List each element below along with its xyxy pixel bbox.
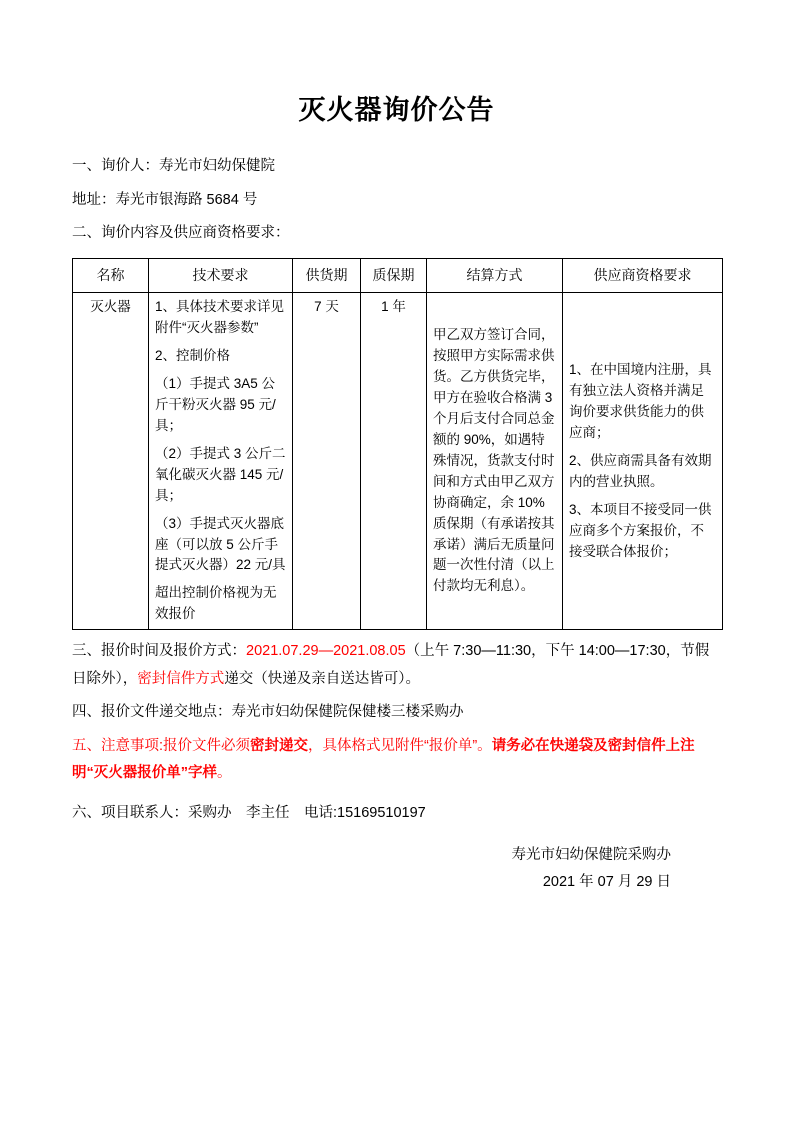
tech-item-4: （2）手提式 3 公斤二氧化碳灭火器 145 元/具； xyxy=(155,445,286,503)
address-line: 地址：寿光市银海路 5684 号 xyxy=(72,191,258,208)
clause-3-prefix: 三、报价时间及报价方式： xyxy=(72,643,246,660)
col-header-supply-period: 供货期 xyxy=(293,258,361,293)
clause-5-sealed: 密封递交 xyxy=(250,737,309,754)
clause-5-tail: 。 xyxy=(217,765,232,782)
cell-warranty: 1 年 xyxy=(361,293,427,630)
cell-qualification xyxy=(563,293,723,630)
col-header-name: 名称 xyxy=(73,258,149,293)
clause-3-sealed: 密封信件方式 xyxy=(137,670,225,687)
clause-3-date: 2021.07.29—2021.08.05 xyxy=(246,643,406,660)
qualification-item-1: 1、在中国境内注册，具有独立法人资格并满足询价要求供货能力的供应商； xyxy=(569,362,712,440)
signature-date: 2021 年 07 月 29 日 xyxy=(542,874,671,891)
clause-3-tail: 递交（快递及亲自送达皆可）。 xyxy=(224,670,420,687)
clause-6: 六、项目联系人：采购办 李主任 电话:15169510197 xyxy=(72,804,426,821)
qualification-item-2: 2、供应商需具备有效期内的营业执照。 xyxy=(569,452,712,489)
cell-settlement: 甲乙双方签订合同，按照甲方实际需求供货。乙方供货完毕，甲方在验收合格满 3 个月后支付合同总金额的 90%，如遇特殊情况，货款支付时间和方式由甲乙双方协商确定，余 10% 质保期（有承诺按其承诺）满后无质量问题一次性付清（以上付款均无利息）。 xyxy=(427,293,563,630)
col-header-tech: 技术要求 xyxy=(149,258,293,293)
col-header-warranty: 质保期 xyxy=(361,258,427,293)
col-header-settlement: 结算方式 xyxy=(427,258,563,293)
tech-item-6: 超出控制价格视为无效报价 xyxy=(155,585,277,622)
signature-block xyxy=(72,842,721,897)
clause-3 xyxy=(72,638,721,693)
tech-item-2: 2、控制价格 xyxy=(155,348,231,364)
clause-5-prefix: 五、注意事项:报价文件必须 xyxy=(72,737,251,754)
clause-4: 四、报价文件递交地点：寿光市妇幼保健院保健楼三楼采购办 xyxy=(72,704,464,721)
signature-org: 寿光市妇幼保健院采购办 xyxy=(511,846,671,863)
inquirer-line: 一、询价人：寿光市妇幼保健院 xyxy=(72,158,275,174)
table-header-row xyxy=(73,258,723,293)
cell-tech xyxy=(149,293,293,630)
tech-item-1: 1、具体技术要求详见附件“灭火器参数” xyxy=(155,299,285,336)
clause-5-mid: ，具体格式见附件“报价单”。 xyxy=(308,737,492,754)
content-requirements-label: 二、询价内容及供应商资格要求： xyxy=(72,225,290,242)
cell-supply-period: 7 天 xyxy=(293,293,361,630)
tech-item-5: （3）手提式灭火器底座（可以放 5 公斤手提式灭火器）22 元/具 xyxy=(155,515,286,573)
tech-item-3: （1）手提式 3A5 公斤干粉灭火器 95 元/具； xyxy=(155,376,276,433)
requirements-table xyxy=(72,258,723,631)
clause-5 xyxy=(72,733,721,788)
cell-name: 灭火器 xyxy=(73,293,149,630)
col-header-qualification: 供应商资格要求 xyxy=(563,258,723,293)
page-title: 灭火器询价公告 xyxy=(298,95,495,125)
clause-3-mid: （上午 7:30—11:30，下午 14:00—17:30，节假日除外）， xyxy=(72,643,710,687)
qualification-item-3: 3、本项目不接受同一供应商多个方案报价，不接受联合体报价； xyxy=(569,501,712,559)
clause-5-warning: 请务必在快递袋及密封信件上注明“灭火器报价单”字样 xyxy=(72,737,695,782)
table-row xyxy=(73,293,723,630)
